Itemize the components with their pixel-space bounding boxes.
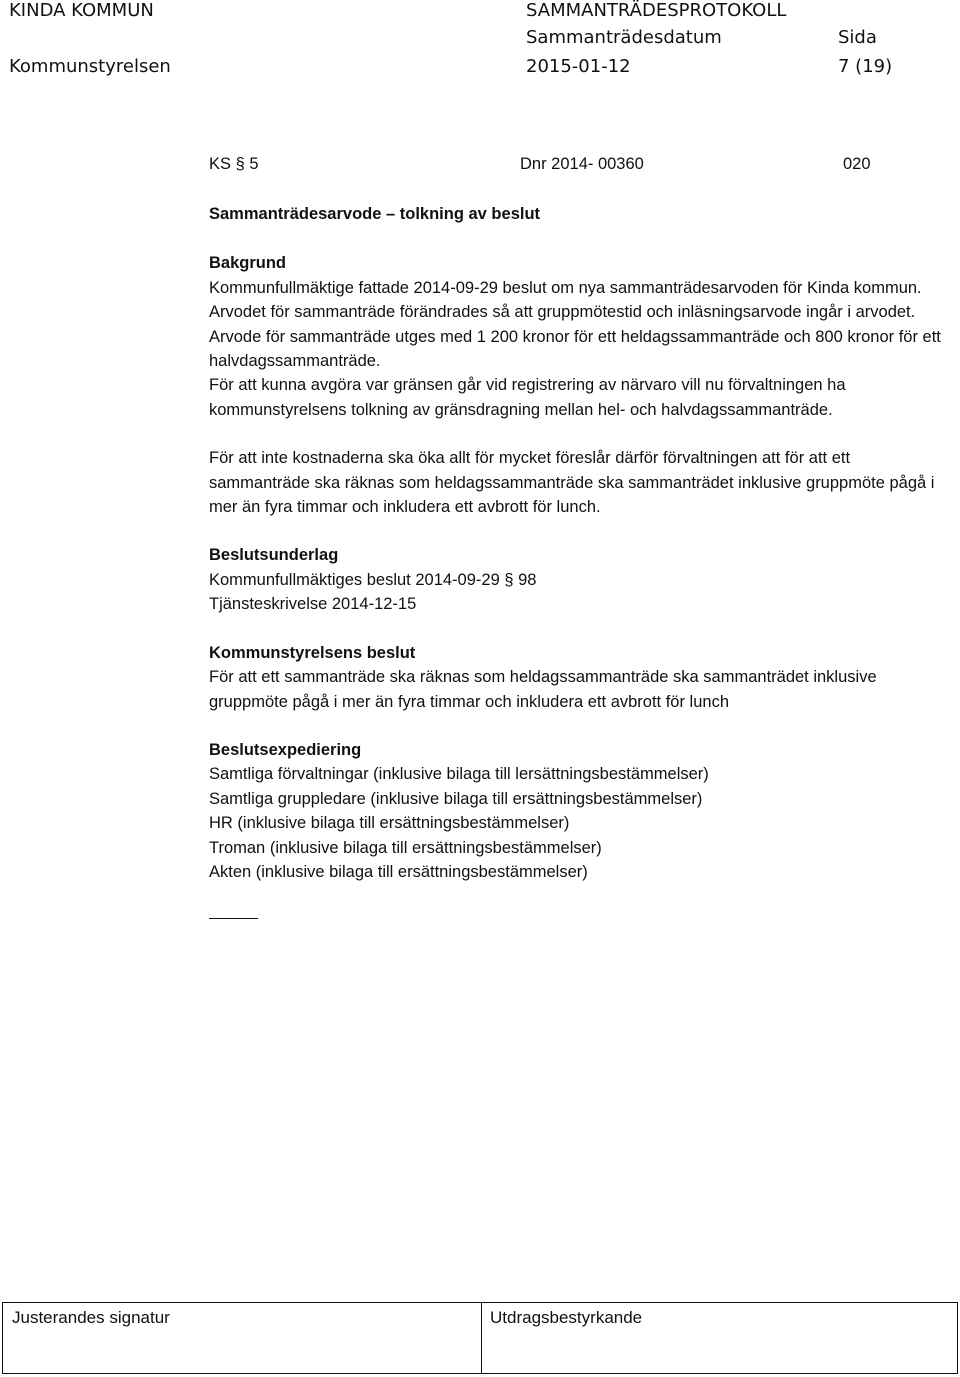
proposal-paragraph: För att inte kostnaderna ska öka allt för mycket föreslår därför förvaltningen att för att ett sammanträde ska räknas som heldagssammanträde ska sammanträdet inklusive gruppmöte pågå i mer än fyra timmar och inkludera ett avbrott för lunch. (209, 449, 935, 517)
basis-item: Tjänsteskrivelse 2014-12-15 (209, 595, 417, 614)
page-label: Sida (838, 27, 877, 48)
dispatch-item: Troman (inklusive bilaga till ersättningsbestämmelser) (209, 838, 602, 857)
signature-footer (2, 1302, 958, 1374)
certification-label: Utdragsbestyrkande (490, 1308, 643, 1327)
meeting-date: 2015-01-12 (526, 56, 631, 77)
certification-box (481, 1303, 957, 1373)
adjuster-signature-label: Justerandes signatur (12, 1308, 170, 1327)
committee-name: Kommunstyrelsen (9, 56, 171, 77)
background-paragraph: Arvode för sammanträde utges med 1 200 kronor för ett heldagssammanträde och 800 kronor för ett halvdagssammanträde. (209, 327, 941, 371)
dispatch-item: Akten (inklusive bilaga till ersättningsbestämmelser) (209, 862, 588, 881)
dispatch-item: HR (inklusive bilaga till ersättningsbestämmelser) (209, 814, 570, 833)
basis-item: Kommunfullmäktiges beslut 2014-09-29 § 98 (209, 570, 537, 589)
background-heading: Bakgrund (209, 254, 287, 273)
adjuster-signature-box (3, 1303, 482, 1373)
case-dnr: Dnr 2014- 00360 (520, 155, 644, 173)
dispatch-heading: Beslutsexpediering (209, 740, 362, 759)
decision-text: För att ett sammanträde ska räknas som heldagssammanträde ska sammanträdet inklusive gruppmöte pågå i mer än fyra timmar och inkludera ett avbrott för lunch (209, 668, 877, 711)
protocol-content (209, 152, 954, 919)
organization-name: KINDA KOMMUN (9, 0, 154, 21)
basis-heading: Beslutsunderlag (209, 546, 339, 565)
dispatch-item: Samtliga gruppledare (inklusive bilaga till ersättningsbestämmelser) (209, 789, 703, 808)
document-type: SAMMANTRÄDESPROTOKOLL (526, 0, 787, 21)
dispatch-item: Samtliga förvaltningar (inklusive bilaga till lersättningsbestämmelser) (209, 765, 709, 784)
case-reference (209, 152, 954, 176)
case-number: KS § 5 (209, 155, 259, 173)
background-paragraph: För att kunna avgöra var gränsen går vid registrering av närvaro vill nu förvaltningen ha kommunstyrelsens tolkning av gränsdragning mellan hel- och halvdagssammanträde. (209, 376, 846, 419)
background-paragraph: Kommunfullmäktige fattade 2014-09-29 beslut om nya sammanträdesarvoden för Kinda kommun. (209, 278, 922, 297)
date-label: Sammanträdesdatum (526, 27, 722, 48)
decision-heading: Kommunstyrelsens beslut (209, 643, 416, 662)
case-code: 020 (843, 155, 871, 173)
background-paragraph: Arvodet för sammanträde förändrades så att gruppmötestid och inläsningsarvode ingår i arvodet. (209, 303, 916, 322)
page-number: 7 (19) (838, 56, 893, 77)
case-title: Sammanträdesarvode – tolkning av beslut (209, 205, 541, 223)
end-rule (209, 918, 258, 919)
